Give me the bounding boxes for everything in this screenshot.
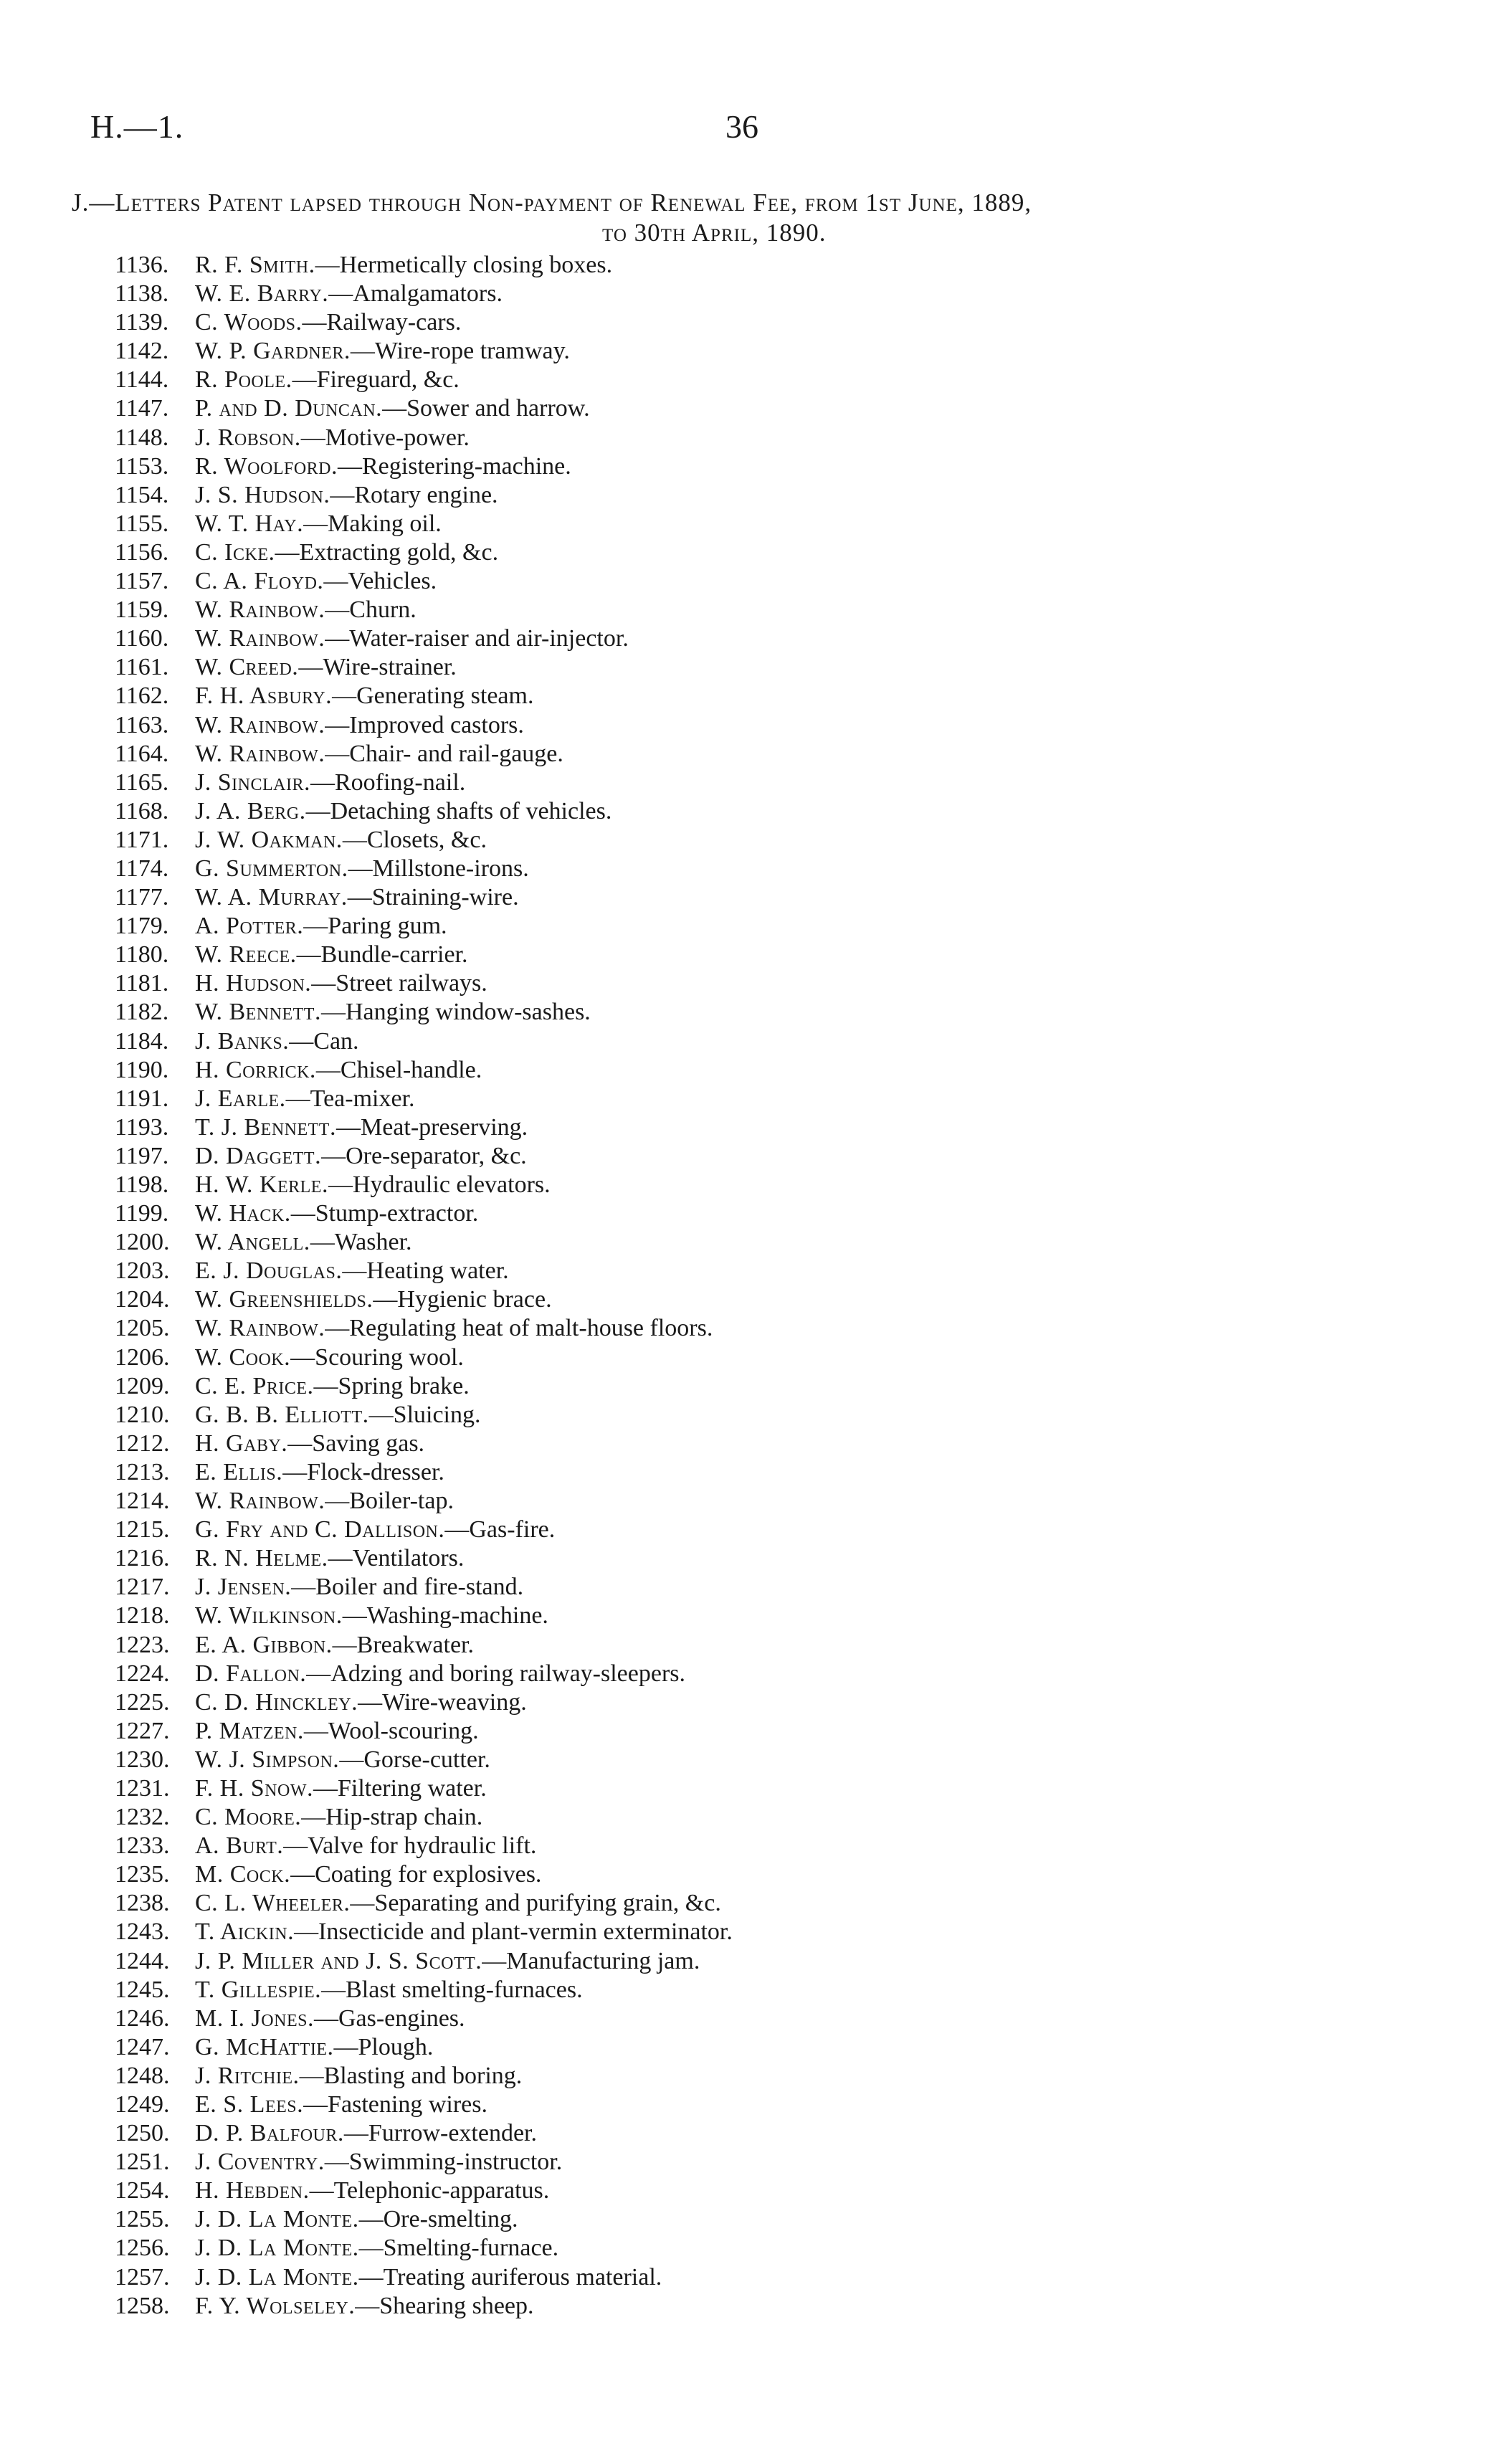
list-item	[115, 1027, 733, 1056]
invention-description: —Insecticide and plant-vermin exterminator.	[294, 1918, 733, 1946]
list-item	[115, 366, 733, 394]
list-item	[115, 1832, 733, 1860]
list-item	[115, 1343, 733, 1372]
invention-description: —Coating for explosives.	[290, 1861, 542, 1888]
patentee-name: D. P. Balfour.	[195, 2120, 344, 2147]
patentee-name: H. Hudson.	[195, 970, 312, 997]
invention-description: —Blast smelting-furnaces.	[321, 1976, 583, 2003]
entry-number: 1230.	[115, 1746, 170, 1773]
patentee-name: E. A. Gibbon.	[195, 1631, 333, 1658]
invention-description: —Saving gas.	[287, 1430, 425, 1457]
invention-description: —Closets, &c.	[342, 826, 487, 853]
patentee-name: J. Earle.	[195, 1085, 286, 1112]
patentee-name: G. McHattie.	[195, 2033, 334, 2060]
list-item	[115, 2004, 733, 2033]
entry-number: 1174.	[115, 855, 169, 882]
invention-description: —Treating auriferous material.	[358, 2263, 662, 2291]
patentee-name: F. Y. Wolseley.	[195, 2292, 356, 2319]
invention-description: —Gas-engines.	[313, 2004, 465, 2032]
list-item	[115, 1544, 733, 1573]
patentee-name: E. S. Lees.	[195, 2091, 304, 2118]
entry-number: 1139.	[115, 309, 169, 336]
entry-number: 1162.	[115, 682, 169, 710]
patentee-name: W. Reece.	[195, 941, 297, 969]
entry-number: 1224.	[115, 1660, 170, 1687]
list-item	[115, 969, 733, 998]
list-item	[115, 1228, 733, 1257]
invention-description: —Adzing and boring railway-sleepers.	[306, 1660, 686, 1687]
patentee-name: C. A. Floyd.	[195, 568, 324, 595]
patentee-name: W. Angell.	[195, 1229, 310, 1256]
invention-description: —Hygienic brace.	[373, 1286, 552, 1313]
patentee-name: W. Greenshields.	[195, 1286, 373, 1313]
entry-number: 1257.	[115, 2263, 170, 2291]
invention-description: —Rotary engine.	[330, 481, 498, 508]
patentee-name: W. Hack.	[195, 1200, 291, 1227]
list-item	[115, 941, 733, 969]
entry-number: 1243.	[115, 1918, 170, 1946]
document-reference: H.—1.	[90, 108, 184, 145]
invention-description: —Filtering water.	[313, 1774, 487, 1802]
invention-description: —Telephonic-apparatus.	[309, 2177, 550, 2204]
entry-number: 1190.	[115, 1056, 169, 1083]
entry-number: 1227.	[115, 1717, 170, 1744]
entry-number: 1164.	[115, 740, 169, 767]
invention-description: —Sluicing.	[368, 1401, 481, 1428]
list-item	[115, 682, 733, 710]
invention-description: —Chisel-handle.	[315, 1056, 482, 1083]
invention-description: —Street railways.	[311, 970, 487, 997]
invention-description: —Detaching shafts of vehicles.	[305, 797, 612, 824]
invention-description: —Washer.	[310, 1229, 412, 1256]
entry-number: 1138.	[115, 280, 169, 308]
list-item	[115, 1573, 733, 1602]
entry-number: 1157.	[115, 568, 169, 595]
patentee-name: W. Cook.	[195, 1343, 291, 1371]
entry-number: 1246.	[115, 2004, 170, 2032]
invention-description: —Boiler-tap.	[325, 1488, 454, 1515]
entry-number: 1179.	[115, 913, 169, 940]
list-item	[115, 1947, 733, 1976]
list-item	[115, 1602, 733, 1630]
patentee-name: W. Rainbow.	[195, 1315, 325, 1342]
patentee-name: J. P. Miller and J. S. Scott.	[195, 1947, 482, 1974]
entry-number: 1154.	[115, 481, 169, 508]
invention-description: —Swimming-instructor.	[324, 2149, 563, 2176]
patentee-name: J. Banks.	[195, 1027, 290, 1055]
entry-number: 1212.	[115, 1430, 170, 1457]
invention-description: —Roofing-nail.	[310, 769, 466, 796]
list-item	[115, 337, 733, 366]
patentee-name: P. and D. Duncan.	[195, 395, 383, 422]
patentee-name: W. Rainbow.	[195, 1488, 325, 1515]
entry-number: 1203.	[115, 1257, 170, 1285]
patentee-name: H. Gaby.	[195, 1430, 288, 1457]
invention-description: —Stump-extractor.	[290, 1200, 479, 1227]
list-item	[115, 2119, 733, 2148]
patentee-name: H. Hebden.	[195, 2177, 310, 2204]
patentee-name: J. Coventry.	[195, 2149, 325, 2176]
invention-description: —Water-raiser and air-injector.	[325, 625, 629, 652]
entry-number: 1193.	[115, 1113, 169, 1141]
list-item	[115, 2205, 733, 2234]
entry-number: 1218.	[115, 1602, 170, 1630]
entry-number: 1247.	[115, 2033, 170, 2060]
list-item	[115, 2177, 733, 2205]
entry-number: 1144.	[115, 366, 169, 394]
patentee-name: W. P. Gardner.	[195, 338, 351, 365]
patentee-name: W. Rainbow.	[195, 711, 325, 738]
patentee-name: C. Icke.	[195, 538, 275, 566]
patentee-name: R. F. Smith.	[195, 252, 315, 278]
patentee-name: W. Rainbow.	[195, 625, 325, 652]
patentee-name: J. Jensen.	[195, 1574, 292, 1601]
list-item	[115, 424, 733, 452]
invention-description: —Shearing sheep.	[355, 2292, 534, 2319]
patentee-name: J. S. Hudson.	[195, 481, 330, 508]
list-item	[115, 1113, 733, 1142]
entry-number: 1251.	[115, 2149, 170, 2176]
invention-description: —Boiler and fire-stand.	[291, 1574, 524, 1601]
list-item	[115, 1803, 733, 1832]
list-item	[115, 1487, 733, 1516]
list-item	[115, 1199, 733, 1228]
list-item	[115, 481, 733, 510]
list-item	[115, 510, 733, 538]
entry-number: 1215.	[115, 1516, 170, 1543]
patentee-name: R. Poole.	[195, 366, 292, 394]
patentee-name: C. L. Wheeler.	[195, 1890, 351, 1917]
list-item	[115, 1631, 733, 1660]
invention-description: —Spring brake.	[313, 1372, 470, 1399]
patentee-name: D. Daggett.	[195, 1142, 322, 1169]
list-item	[115, 1458, 733, 1487]
list-item	[115, 740, 733, 769]
entry-number: 1148.	[115, 424, 169, 451]
entry-number: 1223.	[115, 1631, 170, 1658]
invention-description: —Paring gum.	[303, 913, 447, 940]
list-item	[115, 251, 733, 280]
entry-number: 1248.	[115, 2062, 170, 2089]
patentee-name: D. Fallon.	[195, 1660, 307, 1687]
list-item	[115, 855, 733, 883]
patentee-name: J. Ritchie.	[195, 2062, 300, 2089]
entry-number: 1244.	[115, 1947, 170, 1974]
entry-number: 1210.	[115, 1401, 170, 1428]
invention-description: —Wire-weaving.	[358, 1688, 527, 1716]
entry-number: 1233.	[115, 1832, 170, 1860]
entry-number: 1256.	[115, 2235, 170, 2262]
entry-number: 1182.	[115, 999, 169, 1026]
patentee-name: F. H. Asbury.	[195, 682, 333, 710]
list-item	[115, 1688, 733, 1717]
entry-number: 1156.	[115, 538, 169, 566]
page-number: 36	[725, 108, 758, 145]
invention-description: —Wire-strainer.	[298, 654, 457, 681]
invention-description: —Making oil.	[303, 510, 442, 537]
invention-description: —Extracting gold, &c.	[275, 538, 499, 566]
list-item	[115, 2292, 733, 2321]
invention-description: —Wire-rope tramway.	[350, 338, 570, 365]
entry-number: 1168.	[115, 797, 169, 824]
patentee-name: G. B. B. Elliott.	[195, 1401, 369, 1428]
list-item	[115, 1314, 733, 1343]
invention-description: —Heating water.	[342, 1257, 509, 1285]
list-item	[115, 1430, 733, 1458]
invention-description: —Ventilators.	[328, 1545, 465, 1572]
entry-number: 1235.	[115, 1861, 170, 1888]
entry-number: 1198.	[115, 1171, 169, 1198]
entry-number: 1165.	[115, 769, 169, 796]
entry-number: 1216.	[115, 1545, 170, 1572]
entry-number: 1163.	[115, 711, 169, 738]
invention-description: —Hanging window-sashes.	[320, 999, 591, 1026]
invention-description: —Straining-wire.	[347, 884, 519, 911]
invention-description: —Scouring wool.	[290, 1343, 464, 1371]
invention-description: —Blasting and boring.	[299, 2062, 523, 2089]
entry-number: 1238.	[115, 1890, 170, 1917]
entry-number: 1250.	[115, 2120, 170, 2147]
patent-list	[115, 251, 733, 2321]
patentee-name: T. J. Bennett.	[195, 1113, 336, 1141]
section-title-line-1: J.—Letters Patent lapsed through Non-payment of Renewal Fee, from 1st June, 1889,	[72, 189, 1032, 217]
entry-number: 1180.	[115, 941, 169, 969]
patentee-name: W. Creed.	[195, 654, 299, 681]
patentee-name: E. Ellis.	[195, 1458, 283, 1485]
invention-description: —Fireguard, &c.	[292, 366, 460, 394]
entry-number: 1249.	[115, 2091, 170, 2118]
invention-description: —Ore-separator, &c.	[321, 1142, 527, 1169]
list-item	[115, 308, 733, 337]
section-title	[72, 188, 1419, 248]
patentee-name: T. Aickin.	[195, 1918, 295, 1946]
section-title-line-2: to 30th April, 1890.	[602, 219, 827, 247]
patentee-name: F. H. Snow.	[195, 1774, 313, 1802]
patentee-name: J. Sinclair.	[195, 769, 310, 796]
patentee-name: H. Corrick.	[195, 1056, 316, 1083]
invention-description: —Hermetically closing boxes.	[315, 252, 613, 278]
patentee-name: E. J. Douglas.	[195, 1257, 343, 1285]
patentee-name: A. Burt.	[195, 1832, 284, 1860]
list-item	[115, 826, 733, 855]
patentee-name: P. Matzen.	[195, 1717, 304, 1744]
list-item	[115, 1660, 733, 1688]
patentee-name: G. Summerton.	[195, 855, 348, 882]
list-item	[115, 624, 733, 653]
invention-description: —Hip-strap chain.	[301, 1804, 483, 1831]
entry-number: 1197.	[115, 1142, 169, 1169]
entry-number: 1155.	[115, 510, 169, 537]
list-item	[115, 1085, 733, 1113]
invention-description: —Can.	[289, 1027, 359, 1055]
entry-number: 1153.	[115, 452, 169, 480]
list-item	[115, 567, 733, 596]
patentee-name: R. Woolford.	[195, 452, 338, 480]
list-item	[115, 1976, 733, 2004]
patentee-name: C. Woods.	[195, 309, 303, 336]
entry-number: 1245.	[115, 1976, 170, 2003]
list-item	[115, 2062, 733, 2090]
patentee-name: C. E. Price.	[195, 1372, 314, 1399]
invention-description: —Sower and harrow.	[382, 395, 590, 422]
entry-number: 1225.	[115, 1688, 170, 1716]
patentee-name: J. A. Berg.	[195, 797, 306, 824]
invention-description: —Millstone-irons.	[348, 855, 529, 882]
entry-number: 1217.	[115, 1574, 170, 1601]
patentee-name: W. Rainbow.	[195, 740, 325, 767]
list-item	[115, 1889, 733, 1918]
list-item	[115, 711, 733, 740]
invention-description: —Ore-smelting.	[358, 2206, 518, 2233]
patentee-name: C. Moore.	[195, 1804, 302, 1831]
list-item	[115, 998, 733, 1027]
invention-description: —Meat-preserving.	[336, 1113, 528, 1141]
invention-description: —Washing-machine.	[342, 1602, 548, 1630]
invention-description: —Plough.	[333, 2033, 434, 2060]
invention-description: —Gorse-cutter.	[339, 1746, 490, 1773]
invention-description: —Regulating heat of malt-house floors.	[325, 1315, 713, 1342]
list-item	[115, 1401, 733, 1430]
list-item	[115, 1372, 733, 1401]
list-item	[115, 1746, 733, 1774]
invention-description: —Amalgamators.	[328, 280, 503, 308]
entry-number: 1205.	[115, 1315, 170, 1342]
entry-number: 1142.	[115, 338, 169, 365]
list-item	[115, 1285, 733, 1314]
entry-number: 1181.	[115, 970, 169, 997]
entry-number: 1232.	[115, 1804, 170, 1831]
patentee-name: M. Cock.	[195, 1861, 291, 1888]
patentee-name: W. Bennett.	[195, 999, 321, 1026]
entry-number: 1204.	[115, 1286, 170, 1313]
list-item	[115, 1774, 733, 1803]
invention-description: —Valve for hydraulic lift.	[283, 1832, 537, 1860]
patentee-name: H. W. Kerle.	[195, 1171, 328, 1198]
entry-number: 1199.	[115, 1200, 169, 1227]
invention-description: —Registering-machine.	[338, 452, 571, 480]
list-item	[115, 538, 733, 567]
list-item	[115, 2263, 733, 2292]
invention-description: —Generating steam.	[332, 682, 534, 710]
entry-number: 1200.	[115, 1229, 170, 1256]
list-item	[115, 2148, 733, 2177]
entry-number: 1209.	[115, 1372, 170, 1399]
list-item	[115, 883, 733, 912]
list-item	[115, 912, 733, 941]
patentee-name: M. I. Jones.	[195, 2004, 314, 2032]
entry-number: 1177.	[115, 884, 169, 911]
invention-description: —Hydraulic elevators.	[328, 1171, 551, 1198]
entry-number: 1161.	[115, 654, 169, 681]
list-item	[115, 280, 733, 308]
patentee-name: W. T. Hay.	[195, 510, 304, 537]
patentee-name: A. Potter.	[195, 913, 304, 940]
entry-number: 1231.	[115, 1774, 170, 1802]
list-item	[115, 2234, 733, 2263]
patentee-name: J. W. Oakman.	[195, 826, 343, 853]
list-item	[115, 1717, 733, 1746]
entry-number: 1147.	[115, 395, 169, 422]
list-item	[115, 2033, 733, 2062]
entry-number: 1160.	[115, 625, 169, 652]
list-item	[115, 1171, 733, 1199]
list-item	[115, 2090, 733, 2119]
entry-number: 1191.	[115, 1085, 169, 1112]
invention-description: —Railway-cars.	[302, 309, 462, 336]
patentee-name: R. N. Helme.	[195, 1545, 328, 1572]
patentee-name: C. D. Hinckley.	[195, 1688, 358, 1716]
patentee-name: W. Wilkinson.	[195, 1602, 343, 1630]
patentee-name: T. Gillespie.	[195, 1976, 322, 2003]
list-item	[115, 1516, 733, 1544]
patentee-name: W. J. Simpson.	[195, 1746, 340, 1773]
invention-description: —Smelting-furnace.	[358, 2235, 559, 2262]
list-item	[115, 452, 733, 481]
entry-number: 1254.	[115, 2177, 170, 2204]
invention-description: —Churn.	[325, 596, 417, 624]
invention-description: —Breakwater.	[332, 1631, 474, 1658]
list-item	[115, 769, 733, 797]
patentee-name: J. Robson.	[195, 424, 301, 451]
entry-number: 1213.	[115, 1458, 170, 1485]
list-item	[115, 596, 733, 624]
invention-description: —Wool-scouring.	[303, 1717, 479, 1744]
list-item	[115, 1918, 733, 1946]
patentee-name: J. D. La Monte.	[195, 2263, 359, 2291]
patentee-name: G. Fry and C. Dallison.	[195, 1516, 445, 1543]
entry-number: 1159.	[115, 596, 169, 624]
list-item	[115, 797, 733, 826]
invention-description: —Manufacturing jam.	[482, 1947, 700, 1974]
entry-number: 1258.	[115, 2292, 170, 2319]
list-item	[115, 394, 733, 423]
invention-description: —Gas-fire.	[444, 1516, 556, 1543]
invention-description: —Vehicles.	[323, 568, 437, 595]
invention-description: —Flock-dresser.	[282, 1458, 444, 1485]
invention-description: —Bundle-carrier.	[296, 941, 468, 969]
entry-number: 1214.	[115, 1488, 170, 1515]
list-item	[115, 1142, 733, 1171]
patentee-name: W. E. Barry.	[195, 280, 329, 308]
invention-description: —Separating and purifying grain, &c.	[350, 1890, 721, 1917]
invention-description: —Tea-mixer.	[285, 1085, 415, 1112]
patentee-name: W. Rainbow.	[195, 596, 325, 624]
invention-description: —Fastening wires.	[303, 2091, 487, 2118]
patentee-name: J. D. La Monte.	[195, 2235, 359, 2262]
list-item	[115, 653, 733, 682]
invention-description: —Improved castors.	[325, 711, 524, 738]
entry-number: 1184.	[115, 1027, 169, 1055]
entry-number: 1136.	[115, 252, 169, 278]
entry-number: 1171.	[115, 826, 169, 853]
invention-description: —Motive-power.	[300, 424, 470, 451]
list-item	[115, 1257, 733, 1285]
list-item	[115, 1860, 733, 1889]
entry-number: 1206.	[115, 1343, 170, 1371]
invention-description: —Chair- and rail-gauge.	[325, 740, 563, 767]
patentee-name: W. A. Murray.	[195, 884, 348, 911]
patentee-name: J. D. La Monte.	[195, 2206, 359, 2233]
list-item	[115, 1056, 733, 1085]
invention-description: —Furrow-extender.	[343, 2120, 537, 2147]
entry-number: 1255.	[115, 2206, 170, 2233]
